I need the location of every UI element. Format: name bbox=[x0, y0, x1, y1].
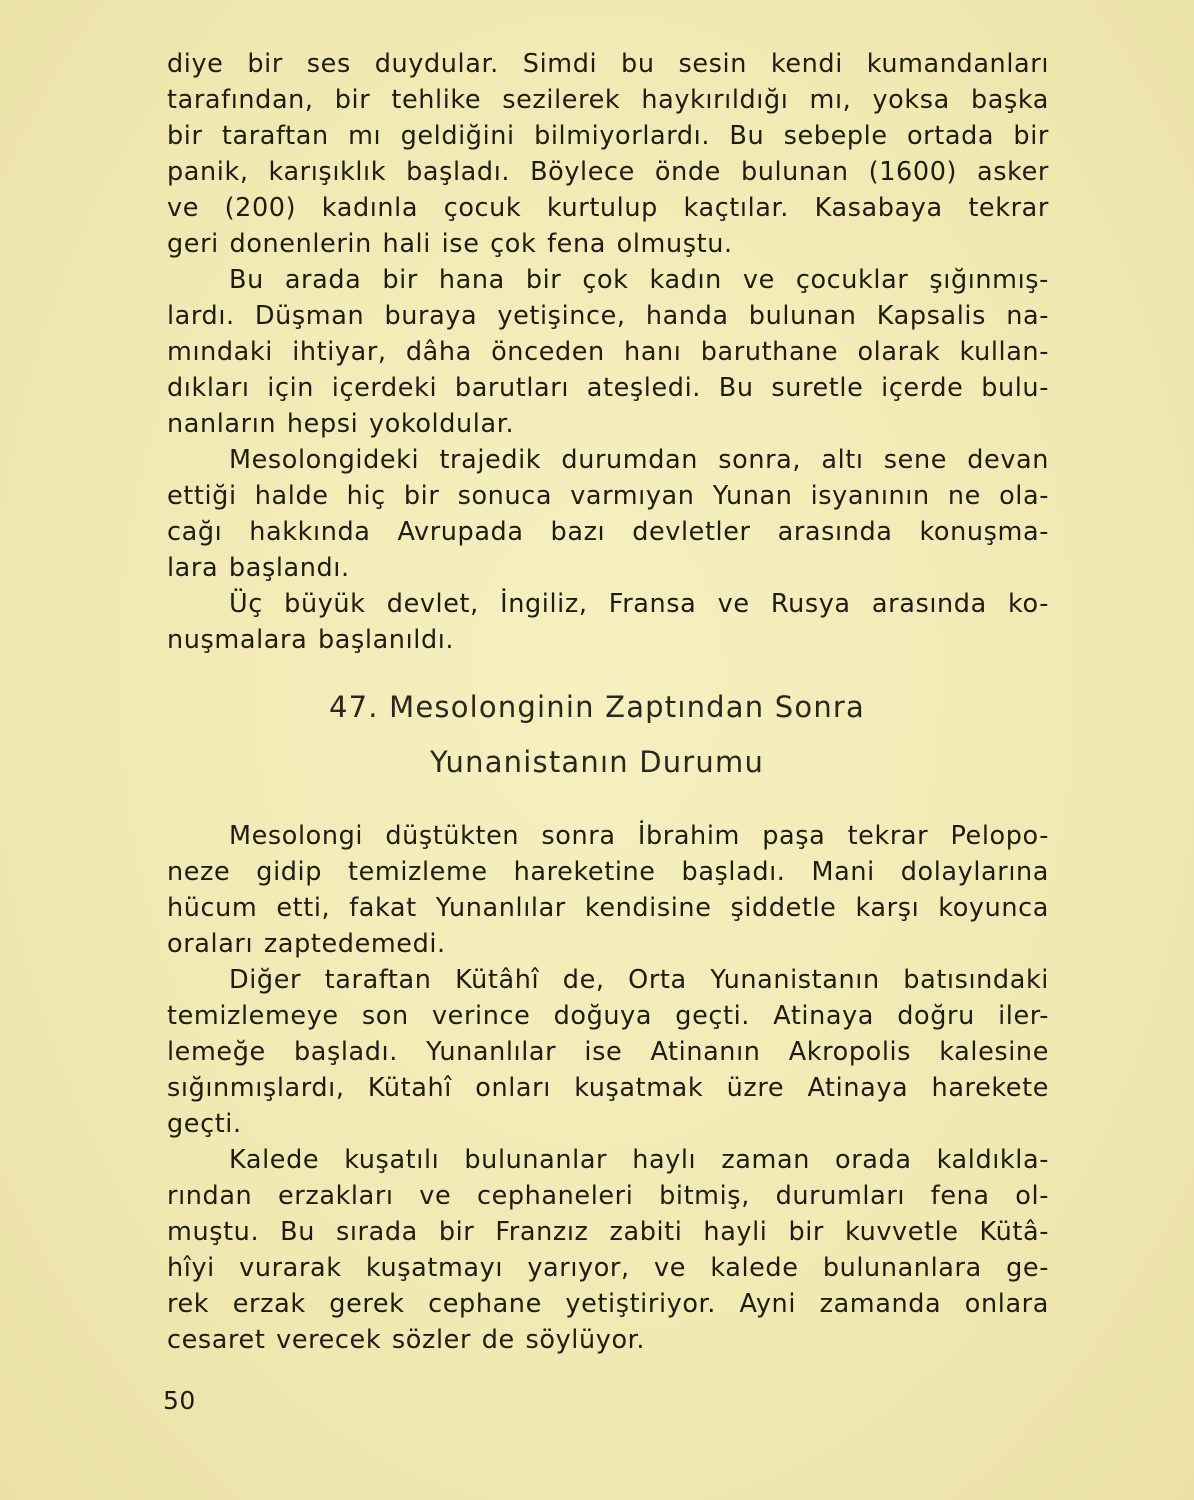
text-line: bir taraftan mı geldiğini bilmiyorlardı. Bu sebeple ortada bir bbox=[167, 121, 1049, 151]
text-line: oraları zaptedemedi. bbox=[167, 929, 446, 959]
text-line: ettiği halde hiç bir sonuca varmıyan Yunan isyanının ne ola- bbox=[167, 481, 1049, 511]
text-line: sığınmışlardı, Kütahî onları kuşatmak üzre Atinaya harekete bbox=[167, 1073, 1049, 1103]
text-line: rından erzakları ve cephaneleri bitmiş, durumları fena ol- bbox=[167, 1181, 1049, 1211]
text-line: tarafından, bir tehlike sezilerek haykırıldığı mı, yoksa başka bbox=[167, 85, 1049, 115]
text-line: Mesolongi düştükten sonra İbrahim paşa tekrar Pelopo- bbox=[229, 821, 1049, 851]
text-line: Mesolongideki trajedik durumdan sonra, altı sene devan bbox=[229, 445, 1049, 475]
text-line: nuşmalara başlanıldı. bbox=[167, 625, 455, 655]
text-line: geri donenlerin hali ise çok fena olmuştu. bbox=[167, 229, 733, 259]
text-line: hücum etti, fakat Yunanlılar kendisine şiddetle karşı koyunca bbox=[167, 893, 1049, 923]
section-heading-line-1: 47. Mesolonginin Zaptından Sonra bbox=[329, 690, 865, 724]
text-line: neze gidip temizleme hareketine başladı. Mani dolaylarına bbox=[167, 857, 1049, 887]
text-line: lara başlandı. bbox=[167, 553, 350, 583]
text-line: mındaki ihtiyar, dâha önceden hanı baruthane olarak kullan- bbox=[167, 337, 1049, 367]
text-line: Üç büyük devlet, İngiliz, Fransa ve Rusya arasında ko- bbox=[229, 589, 1049, 619]
text-line: panik, karışıklık başladı. Böylece önde bulunan (1600) asker bbox=[167, 157, 1049, 187]
text-line: Bu arada bir hana bir çok kadın ve çocuklar şığınmış- bbox=[229, 265, 1049, 295]
text-line: cağı hakkında Avrupada bazı devletler arasında konuşma- bbox=[167, 517, 1049, 547]
text-line: geçti. bbox=[167, 1109, 242, 1139]
text-line: Kalede kuşatılı bulunanlar haylı zaman orada kaldıkla- bbox=[229, 1145, 1049, 1175]
page-number: 50 bbox=[163, 1386, 196, 1415]
text-line: muştu. Bu sırada bir Franzız zabiti hayli bir kuvvetle Kütâ- bbox=[167, 1217, 1049, 1247]
text-line: temizlemeye son verince doğuya geçti. Atinaya doğru iler- bbox=[167, 1001, 1049, 1031]
text-line: nanların hepsi yokoldular. bbox=[167, 409, 515, 439]
text-line: rek erzak gerek cephane yetiştiriyor. Ayni zamanda onlara bbox=[167, 1289, 1049, 1319]
text-line: lemeğe başladı. Yunanlılar ise Atinanın Akropolis kalesine bbox=[167, 1037, 1049, 1067]
text-line: diye bir ses duydular. Simdi bu sesin kendi kumandanları bbox=[167, 49, 1049, 79]
paragraphs-before-heading bbox=[167, 46, 1049, 658]
text-line: hîyi vurarak kuşatmayı yarıyor, ve kalede bulunanlara ge- bbox=[167, 1253, 1049, 1283]
text-line: cesaret verecek sözler de söylüyor. bbox=[167, 1325, 646, 1355]
text-line: dıkları için içerdeki barutları ateşledi. Bu suretle içerde bulu- bbox=[167, 373, 1049, 403]
text-line: Diğer taraftan Kütâhî de, Orta Yunanistanın batısındaki bbox=[229, 965, 1049, 995]
paragraphs-after-heading bbox=[167, 818, 1049, 1358]
text-line: ve (200) kadınla çocuk kurtulup kaçtılar. Kasabaya tekrar bbox=[167, 193, 1049, 223]
section-heading-line-2: Yunanistanın Durumu bbox=[429, 745, 765, 779]
text-line: lardı. Düşman buraya yetişince, handa bulunan Kapsalis na- bbox=[167, 301, 1049, 331]
